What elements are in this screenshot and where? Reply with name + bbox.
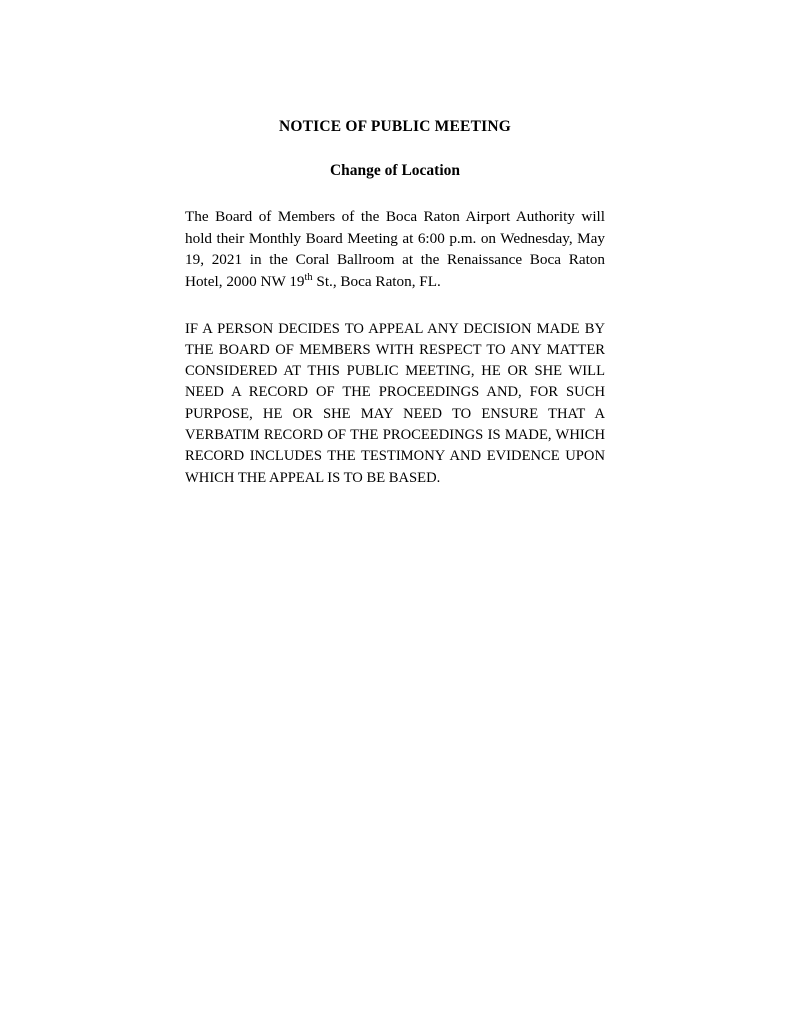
document-content: [185, 118, 605, 489]
meeting-details-paragraph: [185, 206, 605, 292]
document-subtitle: Change of Location: [329, 161, 461, 179]
appeal-notice-paragraph: IF A PERSON DECIDES TO APPEAL ANY DECISION MADE BY THE BOARD OF MEMBERS WITH RESPECT TO ANY MATTER CONSIDERED AT THIS PUBLIC MEETING, HE OR SHE WILL NEED A RECORD OF THE PROCEEDINGS AND, FOR SUCH PURPOSE, HE OR SHE MAY NEED TO ENSURE THAT A VERBATIM RECORD OF THE PROCEEDINGS IS MADE, WHICH RECORD INCLUDES THE TESTIMONY AND EVIDENCE UPON WHICH THE APPEAL IS TO BE BASED.: [185, 320, 605, 486]
meeting-details-text-part1: The Board of Members of the Boca Raton Airport Authority will hold their Monthly Board Meeting at 6:00 p.m. on Wednesday, May 19, 2021 in the Coral Ballroom at the Renaissance Boca Raton Hotel, 2000 NW 19: [185, 208, 605, 290]
ordinal-suffix: th: [304, 271, 313, 283]
page-title: NOTICE OF PUBLIC MEETING: [278, 118, 512, 135]
meeting-details-text-part2: St., Boca Raton, FL.: [312, 272, 441, 290]
